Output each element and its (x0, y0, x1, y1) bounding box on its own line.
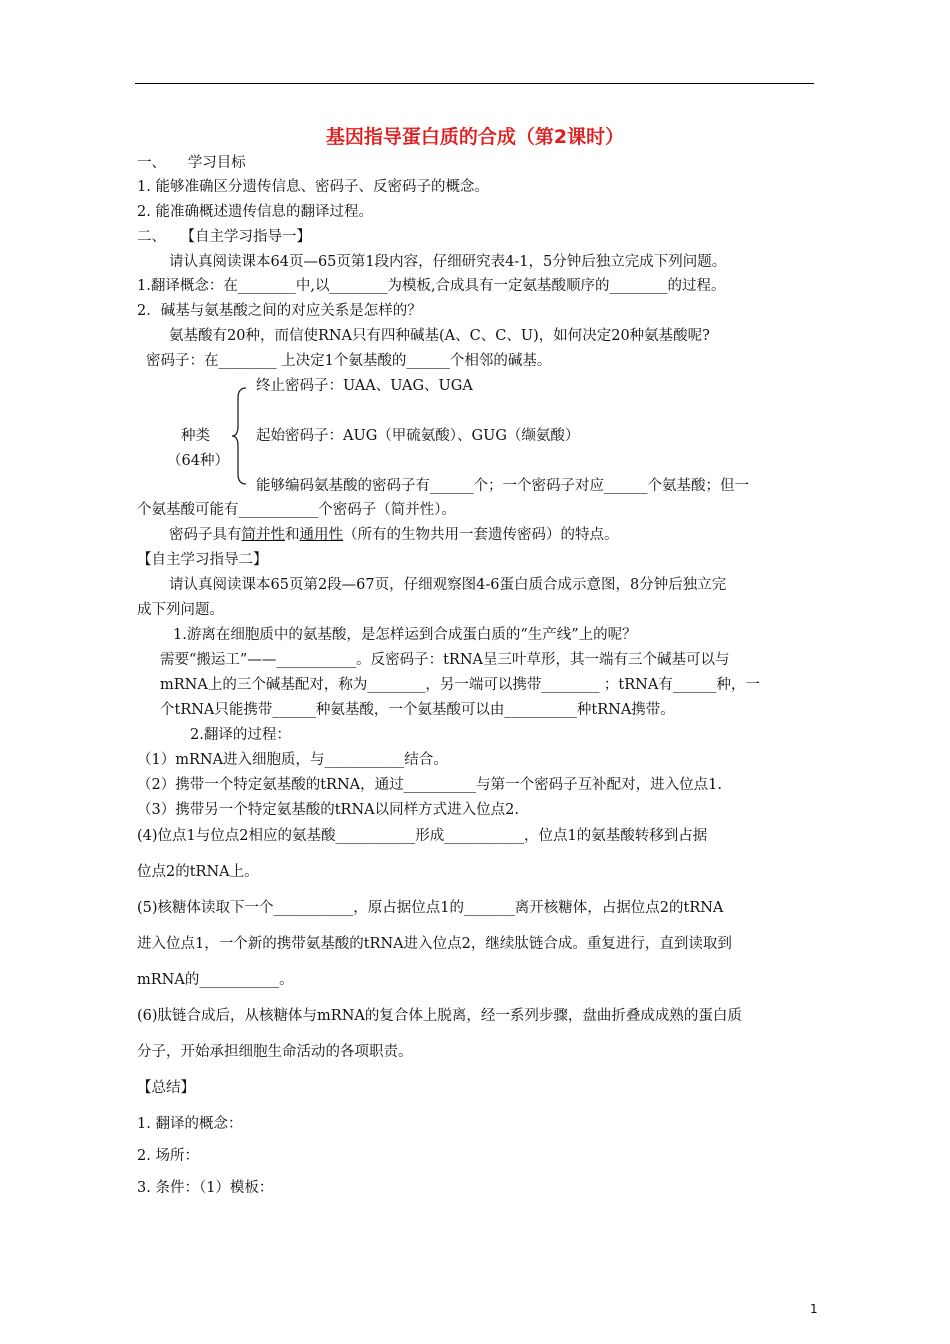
degeneracy-line: 个氨基酸可能有___________个密码子（简并性）。 (137, 502, 456, 518)
codon-features-line: 密码子具有简并性和通用性（所有的生物共用一套遗传密码）的特点。 (169, 527, 619, 543)
stop-codon-line: 终止密码子：UAA、UAG、UGA (256, 378, 473, 394)
goal-item-2: 2. 能准确概述遗传信息的翻译过程。 (137, 204, 373, 220)
anticodon-line: mRNA上的三个碱基配对，称为________，另一端可以携带________ ；tRNA有______种，一 (160, 677, 760, 693)
section-heading-guide-1: 二、 【自主学习指导一】 (137, 229, 311, 245)
start-codon-line: 起始密码子：AUG（甲硫氨酸）、GUG（缬氨酸） (256, 428, 580, 444)
keyword-degeneracy: 简并性 (241, 527, 285, 543)
process-step-4-cont: 位点2的tRNA上。 (137, 864, 259, 880)
process-step-3: （3）携带另一个特定氨基酸的tRNA以同样方式进入位点2. (137, 802, 519, 818)
process-step-5-end: mRNA的___________。 (137, 972, 294, 988)
reading-instruction-2-cont: 成下列问题。 (137, 602, 224, 618)
trna-question: 1.游离在细胞质中的氨基酸，是怎样运到合成蛋白质的“生产线”上的呢？ (173, 627, 637, 643)
keyword-universality: 通用性 (299, 527, 343, 543)
codon-types-label: 种类 (181, 428, 210, 444)
header-rule (135, 83, 814, 84)
question-base-aminoacid: 2．碱基与氨基酸之间的对应关系是怎样的？ (137, 303, 422, 319)
process-step-5-cont: 进入位点1，一个新的携带氨基酸的tRNA进入位点2，继续肽链合成。重复进行，直到读取到 (137, 936, 732, 952)
process-step-1: （1）mRNA进入细胞质，与___________结合。 (137, 752, 448, 768)
question-translation-concept: 1.翻译概念：在________中,以________为模板,合成具有一定氨基酸顺序的________的过程。 (137, 278, 726, 294)
brace-icon (230, 386, 248, 486)
process-step-5: (5)核糖体读取下一个___________，原占据位点1的_______离开核糖体，占据位点2的tRNA (137, 900, 724, 916)
summary-item-3: 3. 条件：（1）模板： (137, 1180, 274, 1196)
process-step-4: (4)位点1与位点2相应的氨基酸___________形成___________，位点1的氨基酸转移到占据 (137, 828, 708, 844)
codon-types-count: （64种） (167, 453, 229, 469)
reading-instruction-1: 请认真阅读课本64页—65页第1段内容，仔细研究表4-1，5分钟后独立完成下列问题。 (169, 254, 727, 270)
page-number: 1 (810, 1302, 818, 1316)
reading-instruction-2: 请认真阅读课本65页第2段—67页，仔细观察图4-6蛋白质合成示意图，8分钟后独立完 (169, 577, 727, 593)
process-step-6-cont: 分子，开始承担细胞生命活动的各项职责。 (137, 1044, 413, 1060)
summary-heading: 【总结】 (137, 1080, 195, 1096)
summary-item-1: 1. 翻译的概念： (137, 1116, 243, 1132)
section-heading-guide-2: 【自主学习指导二】 (137, 552, 268, 568)
trna-carry-line: 个tRNA只能携带______种氨基酸，一个氨基酸可以由__________种tRNA携带。 (160, 702, 675, 718)
aminoacid-question: 氨基酸有20种，而信使RNA只有四种碱基(A、C、C、U)，如何决定20种氨基酸呢? (169, 328, 710, 344)
goal-item-1: 1. 能够准确区分遗传信息、密码子、反密码子的概念。 (137, 179, 489, 195)
page-title: 基因指导蛋白质的合成（第2课时） (325, 126, 625, 148)
process-step-2: （2）携带一个特定氨基酸的tRNA，通过__________与第一个密码子互补配对，进入位点1. (137, 777, 722, 793)
codon-count-line: 能够编码氨基酸的密码子有______个；一个密码子对应______个氨基酸；但一 (256, 478, 749, 494)
summary-item-2: 2. 场所： (137, 1148, 199, 1164)
translation-process-heading: 2.翻译的过程： (190, 727, 291, 743)
process-step-6: (6)肽链合成后，从核糖体与mRNA的复合体上脱离，经一系列步骤，盘曲折叠成成熟的蛋白质 (137, 1008, 742, 1024)
section-heading-goals: 一、 学习目标 (137, 155, 246, 171)
codon-definition: 密码子：在________ 上决定1个氨基酸的______个相邻的碱基。 (146, 353, 552, 369)
trna-carrier-line: 需要“搬运工”——___________。反密码子：tRNA呈三叶草形，其一端有三个碱基可以与 (160, 652, 730, 668)
